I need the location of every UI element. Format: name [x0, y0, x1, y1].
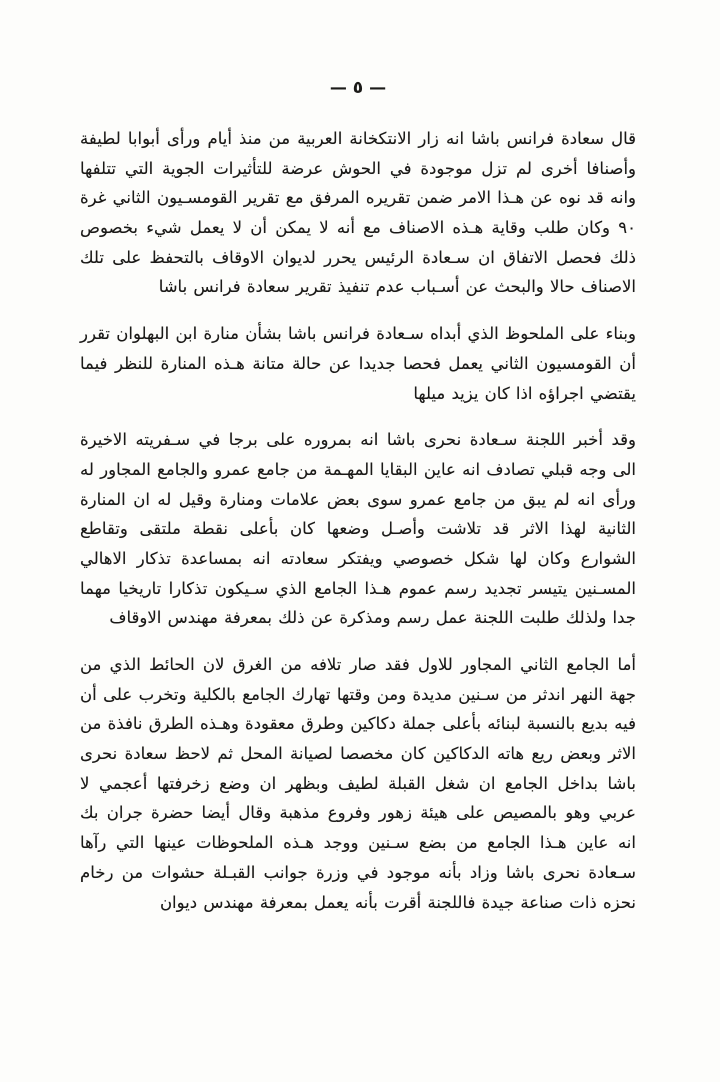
paragraph: قال سعادة فرانس باشا انه زار الانتكخانة العربية من منذ أيام ورأى أبوابا لطيفة وأصنافا أخرى لم تزل موجودة في الحوش عرضة للتأثيرات الجوية التي تتلفها وانه قد نوه عن هـذا الامر ضمن تقريره المرفق مع تقرير القومسـيون الثاني غرة ٩٠ وكان طلب وقاية هـذه الاصناف مع أنه لا يمكن أن لا يعمل شيء بخصوص ذلك فحصل الاتفاق ان سـعادة الرئيس يحرر لديوان الاوقاف بالتحفظ على تلك الاصناف حالا والبحث عن أسـباب عدم تنفيذ تقرير سعادة فرانس باشا — [80, 129, 636, 297]
paragraph: وقد أخبر اللجنة سـعادة نحرى باشا انه بمروره على برجا في سـفريته الاخيرة الى وجه قبلي تصادف انه عاين البقايا المهـمة من جامع عمرو والجامع المجاور له ورأى انه لم يبق من جامع عمرو سوى بعض علامات ومنارة وقيل له ان المنارة الثانية لهذا الاثر قد تلاشت وأصـل وضعها كان بأعلى نقطة ملتقى وتقاطع الشوارع وكان لها شكل خصوصي ويفتكر سعادته انه بمساعدة تذكار الاهالي المسـنين يتيسر تجديد رسم عموم هـذا الجامع الذي سـيكون تذكارا تاريخيا مهما جدا ولذلك طلبت اللجنة عمل رسم ومذكرة عن ذلك بمعرفة مهندس الاوقاف — [80, 430, 636, 628]
paragraph: وبناء على الملحوظ الذي أبداه سـعادة فرانس باشا بشأن منارة ابن البهلوان تقرر أن القومسيون الثاني يعمل فحصا جديدا عن حالة متانة هـذه المنارة للنظر فيما يقتضي اجراؤه اذا كان يزيد ميلها — [80, 324, 636, 403]
text-block — [80, 78, 636, 917]
document-body — [80, 124, 636, 917]
page-number: — ٥ — — [329, 78, 387, 98]
paragraph: أما الجامع الثاني المجاور للاول فقد صار تلافه من الغرق لان الحائط الذي من جهة النهر اندثر من سـنين مديدة ومن وقتها تهارك الجامع بالكلية وتخرب على أن فيه بديع بالنسبة لبنائه بأعلى جملة دكاكين وطرق معقودة وهـذه الطرق نافذة من الاثر وبعض ريع هاته الدكاكين كان مخصصا لصيانة المحل ثم لاحظ سعادة نحرى باشا بداخل الجامع ان شغل القبلة لطيف وبظهر ان وضع زخرفتها أعجمي لا عربي وهو بالمصيص على هيئة زهور وفروع مذهبة وقال أيضا حضرة جران بك انه عاين هـذا الجامع من بضع سـنين ووجد هـذه الملحوظات عينها التي رآها سـعادة نحرى باشا وزاد بأنه موجود في وزرة جوانب القبـلة حشوات من رخام نحزه ذات صناعة جيدة فاللجنة أقرت بأنه يعمل بمعرفة مهندس ديوان — [80, 655, 636, 912]
